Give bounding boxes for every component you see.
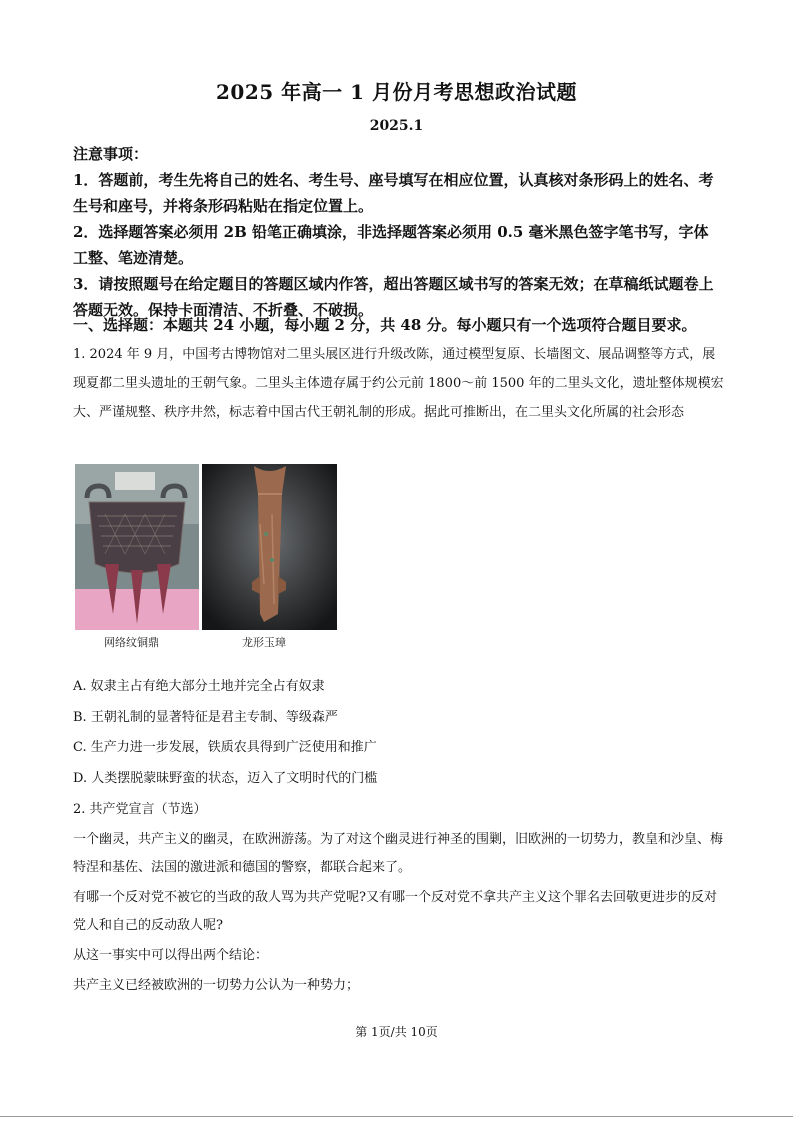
- question-2-paragraph-3: 从这一事实中可以得出两个结论：: [73, 948, 269, 963]
- option-b: B. 王朝礼制的显著特征是君主专制、等级森严: [73, 709, 338, 725]
- notice-item-2: 2．选择题答案必须用 2B 铅笔正确填涂，非选择题答案必须用 0.5 毫米黑色签字笔书写，字体工整、笔迹清楚。: [73, 223, 709, 267]
- question-2-head: 2. 共产党宣言（节选）: [73, 802, 207, 817]
- question-2-paragraph-1: 一个幽灵，共产主义的幽灵，在欧洲游荡。为了对这个幽灵进行神圣的围剿，旧欧洲的一切势力，教皇和沙皇、梅特涅和基佐、法国的激进派和德国的警察，都联合起来了。: [73, 832, 724, 875]
- exam-title: 2025 年高一 1 月份月考思想政治试题: [216, 80, 577, 104]
- question-1-figures: [75, 464, 337, 654]
- notice-item-1: 1．答题前，考生先将自己的姓名、考生号、座号填写在相应位置，认真核对条形码上的姓名、考生号和座号，并将条形码粘贴在指定位置上。: [73, 171, 714, 215]
- bronze-ding-image: [75, 464, 199, 630]
- question-1-options: [73, 672, 728, 794]
- page-number: 第 1页/共 10页: [355, 1025, 438, 1039]
- section-heading: 一、选择题：本题共 24 小题，每小题 2 分，共 48 分。每小题只有一个选项符合题目要求。: [73, 316, 697, 334]
- caption-jade-zhang: 龙形玉璋: [242, 636, 286, 649]
- exam-date: 2025.1: [369, 118, 424, 134]
- notice-item-3: 3．请按照题号在给定题目的答题区域内作答，超出答题区域书写的答案无效；在草稿纸试题卷上答题无效。保持卡面清洁、不折叠、不破损。: [73, 275, 714, 319]
- notice-block: [73, 141, 723, 323]
- caption-bronze-ding: 网络纹铜鼎: [104, 636, 159, 649]
- option-d: D. 人类摆脱蒙昧野蛮的状态，迈入了文明时代的门槛: [73, 770, 378, 786]
- question-2-paragraph-4: 共产主义已经被欧洲的一切势力公认为一种势力；: [73, 978, 360, 993]
- notice-heading: 注意事项：: [73, 145, 149, 163]
- question-1-stem: 1. 2024 年 9 月，中国考古博物馆对二里头展区进行升级改陈，通过模型复原、长墙图文、展品调整等方式，展现夏都二里头遗址的王朝气象。二里头主体遗存属于约公元前 1800～前 1500 年的二里头文化，遗址整体规模宏大、严谨规整、秩序井然，标志着中国古代王朝礼制的形成。据此可推断出，在二里头文化所属的社会形态: [73, 347, 724, 420]
- option-c: C. 生产力进一步发展，铁质农具得到广泛使用和推广: [73, 740, 377, 755]
- bottom-divider: [0, 1116, 793, 1117]
- question-2: [73, 796, 728, 1002]
- question-2-paragraph-2: 有哪一个反对党不被它的当政的敌人骂为共产党呢?又有哪一个反对党不拿共产主义这个罪名去回敬更进步的反对党人和自己的反动敌人呢?: [73, 890, 717, 933]
- jade-zhang-image: [202, 464, 337, 630]
- option-a: A. 奴隶主占有绝大部分土地并完全占有奴隶: [73, 679, 325, 694]
